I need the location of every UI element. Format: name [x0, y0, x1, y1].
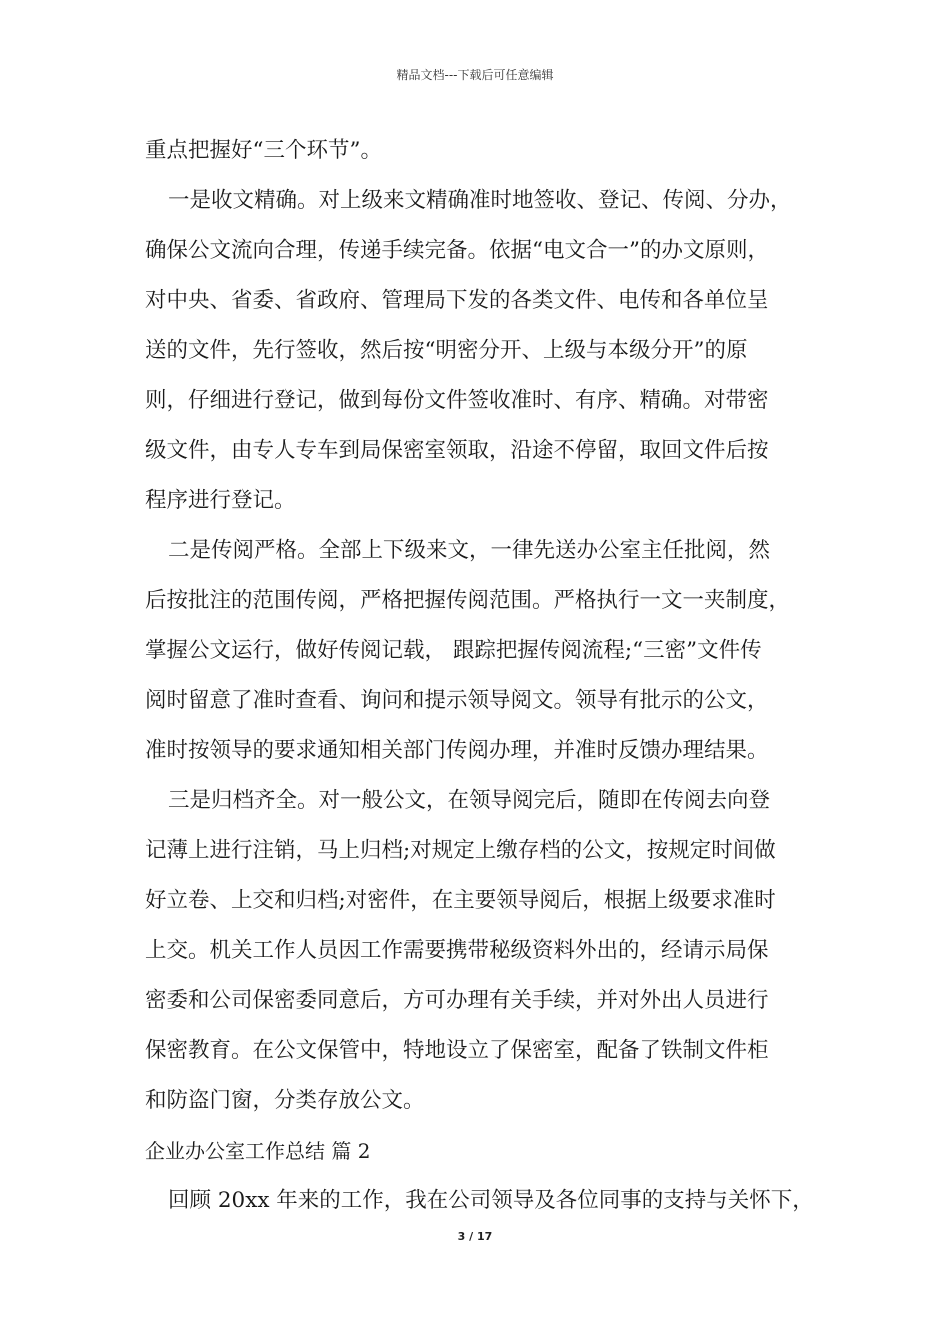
paragraph-start-line: 一是收文精确。对上级来文精确准时地签收、登记、传阅、分办， — [168, 188, 792, 213]
text-line: 对中央、省委、省政府、管理局下发的各类文件、电传和各单位呈 — [145, 288, 769, 313]
paragraph-start-line: 二是传阅严格。全部上下级来文，一律先送办公室主任批阅，然 — [168, 538, 771, 563]
text-line: 重点把握好“三个环节”。 — [145, 138, 382, 163]
text-line: 送的文件，先行签收，然后按“明密分开、上级与本级分开”的原 — [145, 338, 748, 363]
text-line: 确保公文流向合理，传递手续完备。依据“电文合一”的办文原则， — [145, 238, 769, 263]
text-line: 阅时留意了准时查看、询问和提示领导阅文。领导有批示的公文， — [145, 688, 769, 713]
text-line: 掌握公文运行，做好传阅记载， 跟踪把握传阅流程;“三密”文件传 — [145, 638, 762, 663]
text-line: 程序进行登记。 — [145, 488, 296, 513]
text-line: 级文件，由专人专车到局保密室领取，沿途不停留，取回文件后按 — [145, 438, 769, 463]
page-number: 3 / 17 — [457, 1230, 493, 1243]
text-line: 密委和公司保密委同意后，方可办理有关手续，并对外出人员进行 — [145, 988, 769, 1013]
text-line: 上交。机关工作人员因工作需要携带秘级资料外出的，经请示局保 — [145, 938, 769, 963]
text-line: 好立卷、上交和归档;对密件，在主要领导阅后，根据上级要求准时 — [145, 888, 776, 913]
document-body — [145, 126, 825, 1226]
paragraph-start-line: 三是归档齐全。对一般公文，在领导阅完后，随即在传阅去向登 — [168, 788, 771, 813]
section-heading: 企业办公室工作总结 篇 2 — [145, 1139, 371, 1163]
text-line: 记薄上进行注销，马上归档;对规定上缴存档的公文，按规定时间做 — [145, 838, 776, 863]
paragraph-start-line: 回顾 20xx 年来的工作，我在公司领导及各位同事的支持与关怀下， — [168, 1188, 814, 1213]
text-line: 后按批注的范围传阅，严格把握传阅范围。严格执行一文一夹制度， — [145, 588, 791, 613]
text-line: 和防盗门窗，分类存放公文。 — [145, 1088, 425, 1113]
text-line: 保密教育。在公文保管中，特地设立了保密室，配备了铁制文件柜 — [145, 1038, 769, 1063]
text-line: 准时按领导的要求通知相关部门传阅办理，并准时反馈办理结果。 — [145, 738, 769, 763]
page-header: 精品文档---下载后可任意编辑 — [396, 68, 554, 82]
text-line: 则，仔细进行登记，做到每份文件签收准时、有序、精确。对带密 — [145, 388, 769, 413]
